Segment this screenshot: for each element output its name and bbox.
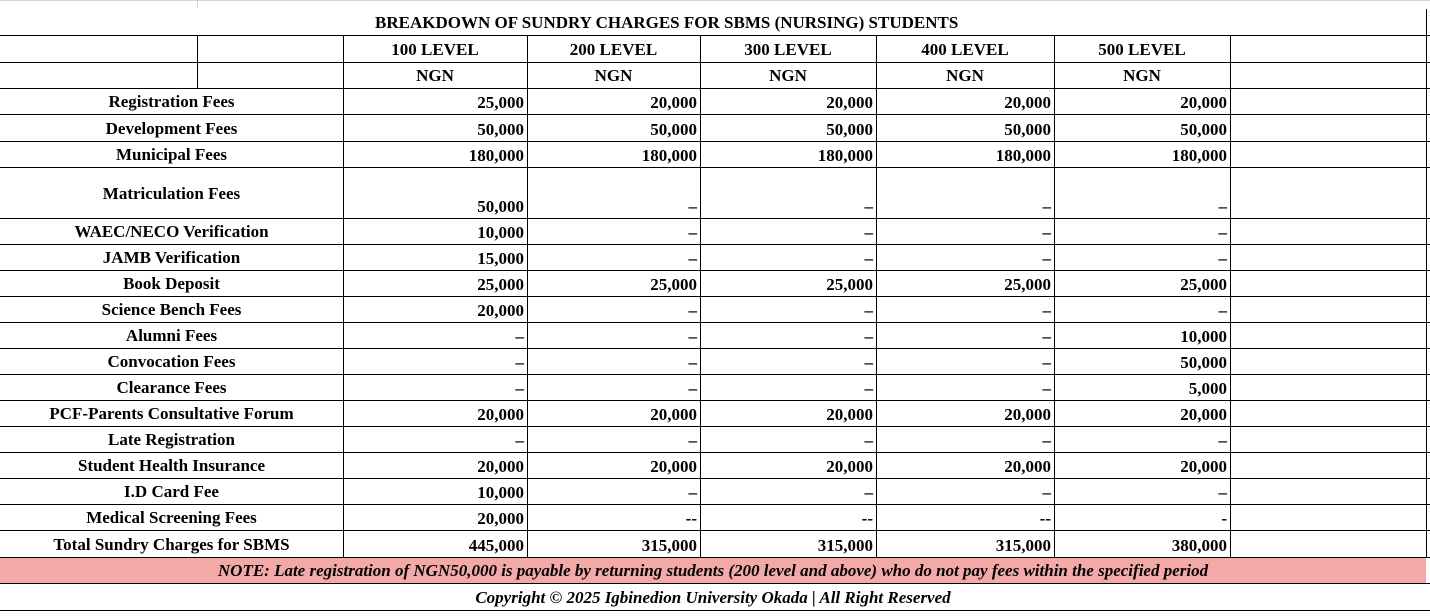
title-row (0, 9, 1430, 36)
fee-value-cell: 25,000 (477, 93, 524, 112)
fee-value-cell: 50,000 (1004, 120, 1051, 139)
grid-line (0, 400, 1430, 401)
fee-value-cell: – (1042, 249, 1051, 268)
fee-value-cell: – (1042, 301, 1051, 320)
fee-value-cell: – (688, 431, 697, 450)
row-label: I.D Card Fee (124, 482, 219, 501)
fee-value-cell: 20,000 (1004, 405, 1051, 424)
grid-line (197, 36, 198, 89)
grid-line (0, 270, 1430, 271)
row-label: PCF-Parents Consultative Forum (49, 404, 294, 423)
fee-value-cell: 50,000 (477, 197, 524, 216)
fee-value-cell: -- (685, 509, 697, 528)
fee-value-cell: 25,000 (477, 275, 524, 294)
row-label: Registration Fees (108, 92, 235, 111)
fee-value-cell: 180,000 (995, 146, 1051, 165)
fee-value-cell: 20,000 (477, 509, 524, 528)
table-row (0, 219, 1430, 245)
fee-value-cell: – (1042, 379, 1051, 398)
fee-value-cell: – (1042, 223, 1051, 242)
fee-value-cell: – (688, 223, 697, 242)
fee-value-cell: – (864, 353, 873, 372)
grid-line (197, 0, 198, 8)
currency-header: NGN (946, 66, 984, 85)
grid-line (1426, 9, 1427, 558)
fee-value-cell: – (1042, 431, 1051, 450)
fee-value-cell: 20,000 (826, 457, 873, 476)
level-header-100: 100 LEVEL (391, 40, 479, 59)
currency-header: NGN (1123, 66, 1161, 85)
row-label: Clearance Fees (116, 378, 227, 397)
table-row (0, 323, 1430, 349)
grid-line (0, 348, 1430, 349)
fee-value-cell: – (688, 379, 697, 398)
table-row (0, 115, 1430, 142)
row-label: Municipal Fees (116, 145, 227, 164)
fee-value-cell: – (688, 301, 697, 320)
fee-value-cell: 25,000 (1004, 275, 1051, 294)
table-row (0, 479, 1430, 505)
grid-line (0, 426, 1430, 427)
row-label: Alumni Fees (125, 326, 218, 345)
table-row (0, 142, 1430, 168)
row-label: Student Health Insurance (77, 456, 266, 475)
fee-value-cell: 380,000 (1171, 536, 1227, 555)
grid-line (0, 322, 1430, 323)
header-row-levels (0, 36, 1430, 63)
fee-value-cell: – (864, 327, 873, 346)
fee-value-cell: -- (1039, 509, 1051, 528)
fee-value-cell: – (864, 249, 873, 268)
table-row (0, 168, 1430, 219)
fee-value-cell: 315,000 (817, 536, 873, 555)
table-row (0, 245, 1430, 271)
grid-line (0, 583, 1430, 584)
fee-value-cell: 50,000 (1180, 120, 1227, 139)
grid-line (343, 36, 344, 558)
fee-value-cell: 25,000 (650, 275, 697, 294)
fee-value-cell: 20,000 (1180, 93, 1227, 112)
fee-value-cell: 10,000 (477, 483, 524, 502)
fee-value-cell: – (864, 379, 873, 398)
grid-line (0, 557, 1430, 558)
grid-line (0, 141, 1430, 142)
fee-value-cell: 25,000 (826, 275, 873, 294)
row-label: Development Fees (105, 118, 238, 138)
fee-value-cell: – (688, 353, 697, 372)
fee-value-cell: 50,000 (826, 120, 873, 139)
fee-value-cell: – (515, 327, 524, 346)
grid-line (0, 167, 1430, 168)
grid-line (0, 374, 1430, 375)
fee-value-cell: – (1042, 353, 1051, 372)
table-row (0, 375, 1430, 401)
grid-line (0, 62, 1430, 63)
grid-line (0, 296, 1430, 297)
row-label: Book Deposit (123, 274, 220, 293)
grid-line (1054, 36, 1055, 558)
fee-value-cell: 5,000 (1188, 379, 1227, 398)
grid-line (0, 88, 1430, 89)
grid-line (0, 244, 1430, 245)
fee-value-cell: 20,000 (650, 405, 697, 424)
currency-header: NGN (594, 66, 633, 85)
fee-value-cell: 180,000 (1171, 146, 1227, 165)
fee-value-cell: 50,000 (650, 120, 697, 139)
row-label: WAEC/NECO Verification (74, 222, 269, 241)
fee-value-cell: 10,000 (1180, 327, 1227, 346)
table-row (0, 297, 1430, 323)
fee-value-cell: – (1218, 431, 1227, 450)
grid-line (0, 0, 1430, 1)
fee-value-cell: – (1218, 249, 1227, 268)
table-row (0, 453, 1430, 479)
table-row (0, 271, 1430, 297)
fee-value-cell: 20,000 (477, 457, 524, 476)
copyright-footer: Copyright © 2025 Igbinedion University Okada | All Right Reserved (475, 588, 951, 607)
fee-value-cell: – (688, 197, 697, 216)
fee-value-cell: – (1042, 483, 1051, 502)
table-row (0, 89, 1430, 115)
fee-value-cell: 180,000 (468, 146, 524, 165)
table-row (0, 401, 1430, 427)
row-label: Convocation Fees (107, 352, 236, 371)
fee-value-cell: – (1218, 301, 1227, 320)
fee-value-cell: 180,000 (641, 146, 697, 165)
fee-value-cell: -- (861, 509, 873, 528)
table-row (0, 505, 1430, 531)
fee-value-cell: 445,000 (468, 536, 524, 555)
grid-line (527, 36, 528, 558)
fee-value-cell: – (1042, 197, 1051, 216)
fee-value-cell: – (688, 327, 697, 346)
fee-value-cell: 315,000 (995, 536, 1051, 555)
grid-line (0, 218, 1430, 219)
fee-value-cell: – (1218, 223, 1227, 242)
grid-line (1230, 36, 1231, 558)
fee-value-cell: 20,000 (1180, 457, 1227, 476)
grid-line (0, 452, 1430, 453)
table-row (0, 427, 1430, 453)
fee-value-cell: 10,000 (477, 223, 524, 242)
fee-value-cell: – (515, 379, 524, 398)
fee-value-cell: 180,000 (817, 146, 873, 165)
fee-value-cell: – (1042, 327, 1051, 346)
fee-value-cell: 15,000 (477, 249, 524, 268)
fee-value-cell: – (864, 301, 873, 320)
fee-value-cell: – (688, 483, 697, 502)
level-header-200: 200 LEVEL (569, 40, 658, 59)
level-header-300: 300 LEVEL (744, 40, 832, 59)
fee-value-cell: 20,000 (1004, 457, 1051, 476)
fee-value-cell: 20,000 (477, 301, 524, 320)
grid-line (0, 530, 1430, 531)
fee-value-cell: 20,000 (1180, 405, 1227, 424)
fee-value-cell: – (864, 197, 873, 216)
page-title: BREAKDOWN OF SUNDRY CHARGES FOR SBMS (NURSING) STUDENTS (375, 12, 959, 32)
grid-line (0, 504, 1430, 505)
fee-value-cell: 50,000 (1180, 353, 1227, 372)
currency-header: NGN (769, 66, 807, 85)
fee-value-cell: - (1221, 509, 1227, 528)
fee-value-cell: – (864, 483, 873, 502)
level-header-500: 500 LEVEL (1098, 40, 1186, 59)
level-header-400: 400 LEVEL (921, 40, 1009, 59)
fee-value-cell: – (864, 431, 873, 450)
fee-value-cell: – (515, 353, 524, 372)
row-label: Total Sundry Charges for SBMS (53, 534, 290, 554)
fee-value-cell: 20,000 (650, 457, 697, 476)
fee-value-cell: 315,000 (641, 536, 697, 555)
header-row-currency (0, 63, 1430, 89)
grid-line (700, 36, 701, 558)
row-label: Matriculation Fees (102, 183, 241, 203)
fee-value-cell: – (1218, 483, 1227, 502)
currency-header: NGN (416, 66, 454, 85)
table-row (0, 531, 1430, 558)
fee-value-cell: – (515, 431, 524, 450)
row-label: Late Registration (107, 430, 235, 449)
fee-value-cell: 20,000 (826, 405, 873, 424)
fee-value-cell: 20,000 (1004, 93, 1051, 112)
grid-line (0, 35, 1430, 36)
late-registration-note: NOTE: Late registration of NGN50,000 is payable by returning students (200 level and above) who do not pay fees within the specified period (0, 558, 1426, 584)
grid-line (0, 114, 1430, 115)
grid-line (0, 610, 1430, 611)
fee-value-cell: 25,000 (1180, 275, 1227, 294)
grid-line (0, 478, 1430, 479)
grid-line (876, 36, 877, 558)
fee-value-cell: – (1218, 197, 1227, 216)
fee-value-cell: – (864, 223, 873, 242)
row-label: JAMB Verification (102, 248, 241, 267)
fee-value-cell: – (688, 249, 697, 268)
table-row (0, 349, 1430, 375)
fee-value-cell: 20,000 (826, 93, 873, 112)
fee-value-cell: 50,000 (477, 120, 524, 139)
fee-value-cell: 20,000 (650, 93, 697, 112)
row-label: Medical Screening Fees (86, 508, 257, 527)
fee-value-cell: 20,000 (477, 405, 524, 424)
row-label: Science Bench Fees (101, 300, 242, 319)
